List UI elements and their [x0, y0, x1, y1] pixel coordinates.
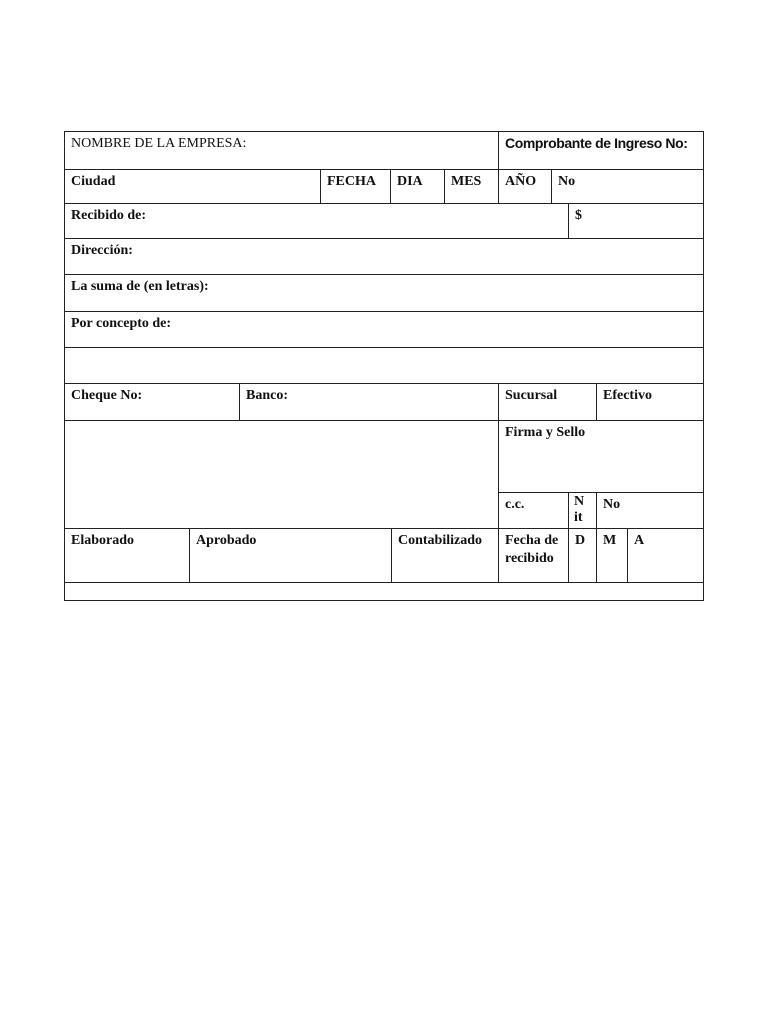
concept-cell[interactable]	[64, 311, 704, 348]
cc-cell[interactable]	[498, 492, 569, 529]
check-number-label: Cheque No:	[71, 388, 143, 403]
id-number-label: No	[603, 497, 621, 512]
received-from-label: Recibido de:	[71, 208, 147, 223]
received-date-label: Fecha de recibido	[505, 533, 559, 566]
receipt-form	[64, 131, 704, 601]
received-date-cell	[498, 528, 569, 583]
id-number-cell[interactable]	[596, 492, 704, 529]
prepared-by-cell[interactable]	[64, 528, 190, 583]
cash-cell[interactable]	[596, 383, 704, 421]
cc-label: c.c.	[505, 497, 525, 512]
sum-in-words-label: La suma de (en letras):	[71, 279, 209, 294]
day-cell[interactable]	[390, 169, 445, 204]
year-cell[interactable]	[498, 169, 552, 204]
received-day-label: D	[575, 533, 586, 548]
approved-by-label: Aprobado	[196, 533, 257, 548]
month-label: MES	[451, 174, 482, 189]
branch-label: Sucursal	[505, 388, 558, 403]
branch-cell[interactable]	[498, 383, 597, 421]
signature-cell[interactable]	[498, 420, 704, 493]
received-month-cell[interactable]	[596, 528, 628, 583]
year-label: AÑO	[505, 174, 537, 189]
received-from-cell[interactable]	[64, 203, 569, 239]
concept-label: Por concepto de:	[71, 316, 172, 331]
signature-label: Firma y Sello	[505, 425, 586, 440]
bank-label: Banco:	[246, 388, 288, 403]
city-cell[interactable]	[64, 169, 321, 204]
concept-continuation-cell[interactable]	[64, 347, 704, 384]
nit-cell[interactable]	[568, 492, 597, 529]
notes-area[interactable]	[64, 420, 499, 529]
prepared-by-label: Elaborado	[71, 533, 135, 548]
receipt-title: Comprobante de Ingreso No:	[505, 135, 688, 151]
company-name-label: NOMBRE DE LA EMPRESA:	[71, 136, 247, 151]
day-label: DIA	[397, 174, 423, 189]
date-label: FECHA	[327, 174, 376, 189]
received-year-cell[interactable]	[627, 528, 704, 583]
address-cell[interactable]	[64, 238, 704, 275]
sum-in-words-cell[interactable]	[64, 274, 704, 312]
number-cell[interactable]	[551, 169, 704, 204]
received-month-label: M	[603, 533, 617, 548]
city-label: Ciudad	[71, 174, 116, 189]
received-day-cell[interactable]	[568, 528, 597, 583]
accounted-label: Contabilizado	[398, 533, 483, 548]
receipt-title-cell	[498, 131, 704, 170]
received-year-label: A	[634, 533, 645, 548]
check-number-cell[interactable]	[64, 383, 240, 421]
footer-blank-row	[64, 582, 704, 601]
address-label: Dirección:	[71, 243, 133, 258]
currency-label: $	[575, 208, 582, 223]
nit-label: N it	[574, 494, 585, 525]
amount-cell[interactable]	[568, 203, 704, 239]
bank-cell[interactable]	[239, 383, 499, 421]
date-cell	[320, 169, 391, 204]
approved-by-cell[interactable]	[189, 528, 392, 583]
cash-label: Efectivo	[603, 388, 652, 403]
company-name-cell[interactable]	[64, 131, 499, 170]
number-label: No	[558, 174, 576, 189]
month-cell[interactable]	[444, 169, 499, 204]
accounted-cell[interactable]	[391, 528, 499, 583]
